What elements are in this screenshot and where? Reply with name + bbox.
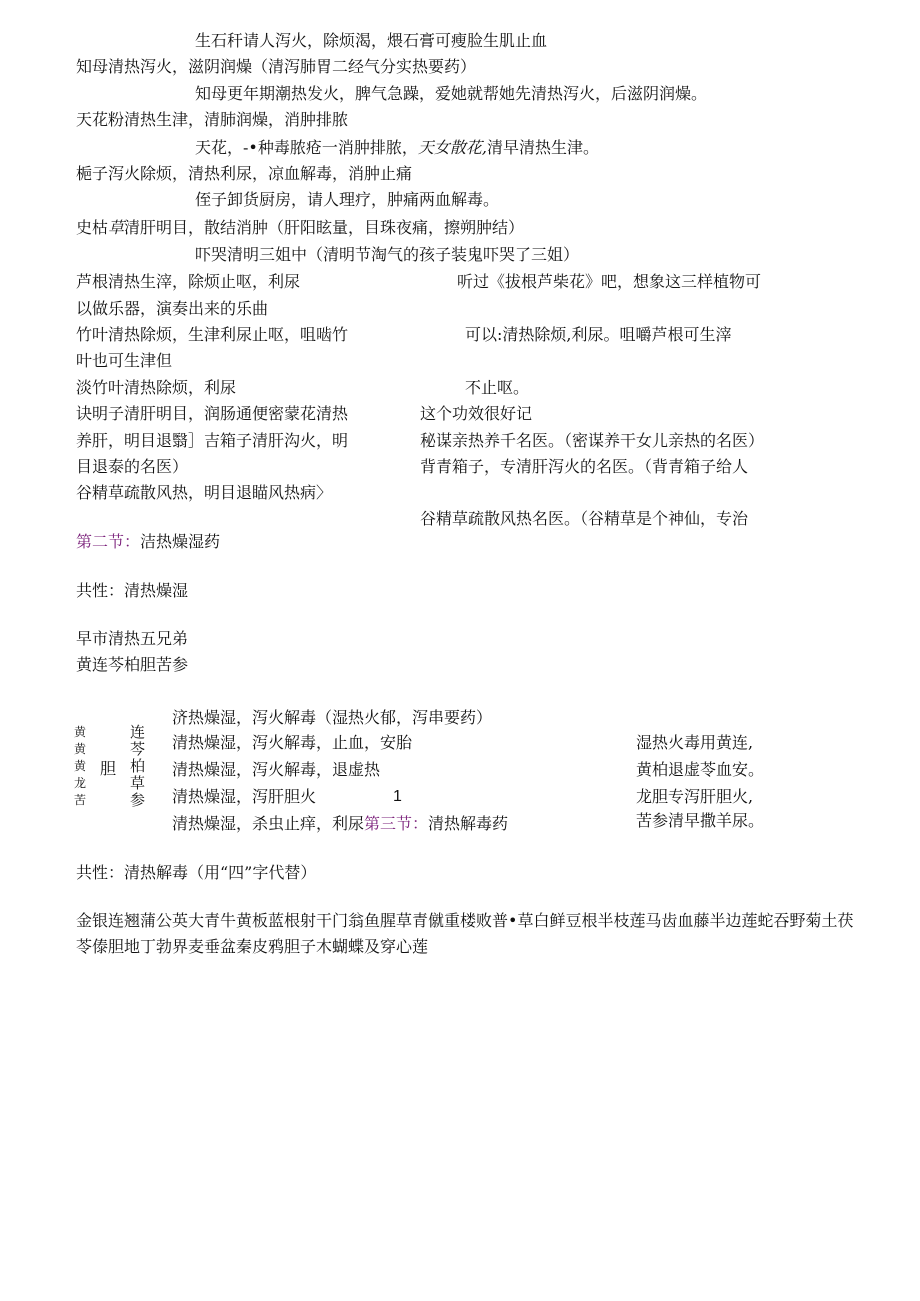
line-xiakucao [76,217,524,239]
herb-row-5 [172,813,508,835]
line-tianhuafen: 天花粉清热生津，清肺润燥，消肿排脓 [76,110,349,129]
line-danzhuye-note: 不止呕。 [465,378,530,397]
section-2-mnemonic-2: 黄连芩柏胆苦参 [76,655,189,674]
section-3-herb-list: 金银连翘蒲公英大青牛黄板蓝根射干门翁鱼腥草青僦重楼败普•草白鲜豆根半枝莲马齿血藤半边莲蛇吞野菊土茯苓傣胆地丁勃界麦垂盆秦皮鸦胆子木蝴蝶及穿心莲 [76,911,854,956]
section-3-common: 共性：清热解毒（用“四”字代替） [76,863,317,882]
line-qingxiang-cont: 目退泰的名医） [76,457,189,476]
section-3-label: 第三节： [364,814,429,833]
line-zhuye-note: 可以:清热除烦,利尿。咀嚼芦根可生滓 [465,325,732,344]
line-gujingcao: 谷精草疏散风热，明目退瞄风热病〉 [76,483,333,502]
herb-row-4: 清热燥湿，泻肝胆火 [172,787,317,806]
line-juemingzi-cont: 养肝，明目退翳］吉箱子清肝沟火，明 [76,431,349,450]
line-gujingcao-mnemonic: 谷精草疏散风热名医。（谷精草是个神仙，专治 [420,509,749,528]
herb-name-part: 史枯 [76,218,109,237]
herb-column-a: 黄黄黄龙苦 [74,725,87,807]
poem-line-4: 苦参清早撒羊尿。 [636,811,765,830]
line-juemingzi-note: 这个功效很好记 [420,404,533,423]
line-lugen-cont: 以做乐器，演奏出来的乐曲 [76,299,269,318]
poem-line-3: 龙胆专泻肝胆火, [636,787,754,806]
line-qingxiang-mnemonic: 背青箱子，专清肝泻火的名医。（背青箱子给人 [420,457,749,476]
herb-row-1: 济热燥湿，泻火解毒（湿热火郁，泻串要药） [172,708,493,727]
section-2-label: 第二节： [76,532,141,551]
line-lugen-note: 听过《拔根芦柴花》吧，想象这三样植物可 [457,272,762,291]
page-number: 1 [393,788,402,805]
section-2-mnemonic-1: 早市清热五兄弟 [76,629,189,648]
line-zhuye-cont: 叶也可生津但 [76,351,173,370]
section-3-title: 清热解毒药 [428,814,509,833]
line-danzhuye: 淡竹叶清热除烦，利尿 [76,378,237,397]
line-juemingzi: 诀明子清肝明目，润肠通便密蒙花清热 [76,404,349,423]
herb-name-italic: 草 [108,218,125,237]
herb-row-5-text: 清热燥湿，杀虫止痒，利尿 [172,814,365,833]
line-zhuye: 竹叶清热除烦，生津利尿止呕，咀啮竹 [76,325,349,344]
line-tianhuafen-mnemonic [195,137,599,159]
poem-line-1: 湿热火毒用黄连, [636,733,754,752]
herb-column-c: 连芩柏草参 [130,723,146,809]
line-zhimu-mnemonic: 知母更年期潮热发火，脾气急躁，爱她就帮她先清热泻火，后滋阴润燥。 [195,84,708,103]
herb-row-2: 清热燥湿，泻火解毒，止血，安胎 [172,733,413,752]
line-mimeng-mnemonic: 秘谋亲热养千名医。（密谋养干女儿亲热的名医） [420,431,765,450]
section-2-title: 洁热燥湿药 [140,532,221,551]
poem-line-2: 黄柏退虚苓血安。 [636,760,765,779]
line-zhizi: 梔子泻火除烦，清热利尿，凉血解毒，消肿止痛 [76,164,413,183]
line-zhimu: 知母清热泻火，滋阴润燥（清泻肺胃二经气分实热要药） [76,57,477,76]
section-2-common: 共性：清热燥湿 [76,581,189,600]
section-2-heading [76,531,220,553]
herb-row-3: 清热燥湿，泻火解毒，退虚热 [172,760,381,779]
mnemonic-part-3: 清早清热生津。 [486,138,599,157]
herb-column-b: 胆 [100,759,117,778]
line-xiakucao-mnemonic: 吓哭清明三姐中（清明节淘气的孩子装鬼吓哭了三姐） [195,245,580,264]
line-lugen: 芦根清热生滓，除烦止呕，利尿 [76,272,301,291]
line-shigao: 生石秆请人泻火，除烦渴，煨石膏可瘦脸生肌止血 [195,31,548,50]
mnemonic-part-1: 天花，-•种毒脓疮一消肿排脓， [195,138,418,157]
herb-effects: 清肝明目，散结消肿（肝阳眩量，目珠夜痛，擦朔肿结） [124,218,525,237]
line-zhizi-mnemonic: 侄子卸货厨房，请人理疗，肿痛两血解毒。 [195,190,500,209]
mnemonic-italic: 天女散花, [417,138,487,157]
